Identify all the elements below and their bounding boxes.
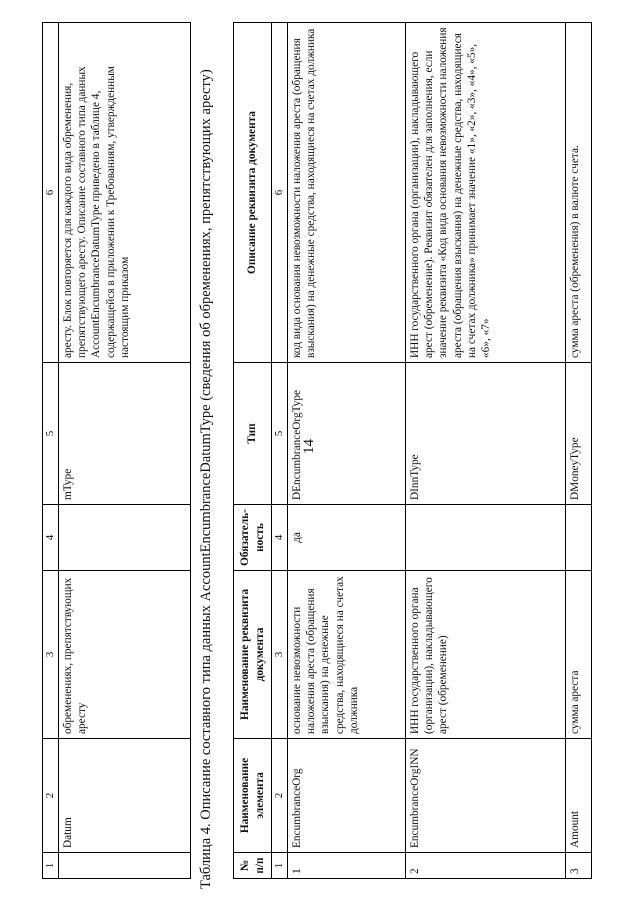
cell-element: EncumbranceOrgINN	[406, 739, 566, 853]
cell-type: DInnType	[406, 363, 566, 505]
cell-required	[59, 505, 191, 571]
cell-description: сумма ареста (обременения) в валюте счета.	[566, 23, 592, 363]
cell-type: DMoneyType	[566, 363, 592, 505]
col-number: 6	[43, 23, 59, 363]
table-caption: Таблица 4. Описание составного типа данных AccountEncumbranceDatumType (сведения об обременениях, препятствующих аресту)	[198, 69, 214, 889]
header-row	[234, 23, 272, 879]
header-element: Наименование элемента	[234, 739, 272, 853]
encumbrance-datum-table	[233, 22, 592, 879]
cell-type: DEncumbranceOrgType	[288, 363, 406, 505]
cell-num: 3	[566, 853, 592, 879]
cell-description: ИНН государственного органа (организации), накладывающего арест (обременение). Реквизит обязателен для заполнения, если значение реквизита «Код вида основания невозможности наложения ареста (обращения взыскания) на денежные средства, находящиеся на счетах должника» принимает значение «1», «2», «3», «4», «5», «6», «7»	[406, 23, 566, 363]
cell-name: основание невозможности наложения ареста (обращения взыскания) на денежные средства, находящиеся на счетах должника	[288, 571, 406, 739]
cell-name: сумма ареста	[566, 571, 592, 739]
header-num: № п/п	[234, 853, 272, 879]
header-name: Наименование реквизита документа	[234, 571, 272, 739]
cell-name: ИНН государственного органа (организации), накладывающего арест (обременение)	[406, 571, 566, 739]
table-row	[406, 23, 566, 879]
header-type: Тип	[234, 363, 272, 505]
table-row	[288, 23, 406, 879]
col-number: 1	[272, 853, 288, 879]
cell-required: да	[288, 505, 406, 571]
cell-type: mType	[59, 363, 191, 505]
col-number: 5	[43, 363, 59, 505]
col-number: 3	[43, 571, 59, 739]
col-number: 4	[43, 505, 59, 571]
cell-num: 1	[288, 853, 406, 879]
cell-description: аресту. Блок повторяется для каждого вида обременения, препятствующего аресту. Описание составного типа данных AccountEncumbranceDatumType приведено в таблице 4, содержащейся в приложении к Требованиям, утвержденным настоящим приказом	[59, 23, 191, 363]
table-row	[566, 23, 592, 879]
cell-element: EncumbranceOrg	[288, 739, 406, 853]
continuation-table	[42, 22, 191, 879]
column-number-row	[43, 23, 59, 879]
col-number: 2	[43, 739, 59, 853]
cell-num: 2	[406, 853, 566, 879]
col-number: 3	[272, 571, 288, 739]
cell-element: Amount	[566, 739, 592, 853]
cell-num	[59, 853, 191, 879]
col-number: 2	[272, 739, 288, 853]
column-number-row	[272, 23, 288, 879]
table-row	[59, 23, 191, 879]
cell-required	[406, 505, 566, 571]
col-number: 5	[272, 363, 288, 505]
header-description: Описание реквизита документа	[234, 23, 272, 363]
cell-element: Datum	[59, 739, 191, 853]
cell-required	[566, 505, 592, 571]
col-number: 4	[272, 505, 288, 571]
cell-description: код вида основания невозможности наложения ареста (обращения взыскания) на денежные средства, находящиеся на счетах должника	[288, 23, 406, 363]
col-number: 6	[272, 23, 288, 363]
col-number: 1	[43, 853, 59, 879]
cell-name: обременениях, препятствующих аресту	[59, 571, 191, 739]
header-required: Обязатель-ность	[234, 505, 272, 571]
page-number: 14	[301, 439, 317, 454]
